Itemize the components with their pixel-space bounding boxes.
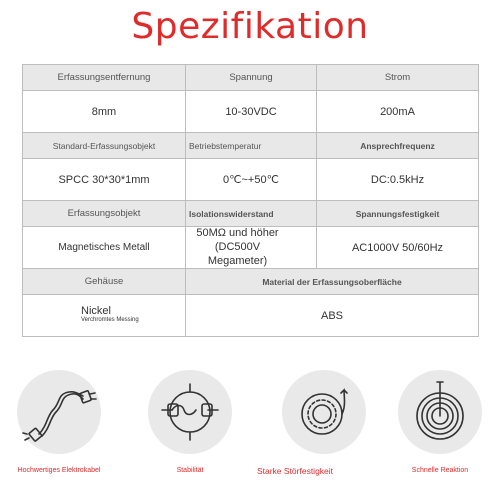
- header-cell: Standard-Erfassungsobjekt: [23, 133, 186, 159]
- header-cell: Spannungsfestigkeit: [317, 201, 479, 227]
- header-cell: Strom: [317, 65, 479, 91]
- value-cell: [23, 295, 186, 337]
- value-cell: 50MΩ und höher (DC500V Megameter): [186, 227, 317, 269]
- value-cell: ABS: [186, 295, 479, 337]
- header-cell: Spannung: [186, 65, 317, 91]
- value-cell: DC:0.5kHz: [317, 159, 479, 201]
- stability-icon: [148, 370, 232, 454]
- header-cell: Ansprechfrequenz: [317, 133, 479, 159]
- header-cell: Betriebstemperatur: [186, 133, 317, 159]
- table-value-row: [23, 91, 479, 133]
- value-cell: 0℃~+50℃: [186, 159, 317, 201]
- value-cell: 10-30VDC: [186, 91, 317, 133]
- value-cell: Magnetisches Metall: [23, 227, 186, 269]
- cable-plug-icon: [17, 370, 101, 454]
- page-title: Spezifikation: [131, 6, 369, 47]
- header-cell: Erfassungsentfernung: [23, 65, 186, 91]
- feature-label: Stabilität: [176, 467, 204, 474]
- feature-label: Starke Störfestigkeit: [256, 466, 334, 476]
- housing-value: Nickel: [81, 305, 111, 318]
- header-cell: Gehäuse: [23, 269, 186, 295]
- housing-subvalue: Verchromtes Messing: [81, 317, 139, 324]
- interference-coil-icon: [282, 370, 366, 454]
- table-header-row: [23, 269, 479, 295]
- spec-table: [22, 64, 479, 337]
- table-value-row: [23, 159, 479, 201]
- feature-row: [0, 364, 500, 494]
- table-header-row: [23, 201, 479, 227]
- value-cell: AC1000V 50/60Hz: [317, 227, 479, 269]
- feature-label: Schnelle Reaktion: [411, 467, 469, 474]
- value-cell: SPCC 30*30*1mm: [23, 159, 186, 201]
- table-value-row: [23, 227, 479, 269]
- table-header-row: [23, 133, 479, 159]
- header-cell: Material der Erfassungsoberfläche: [186, 269, 479, 295]
- feature-label: Hochwertiges Elektrokabel: [17, 467, 101, 474]
- fast-response-coil-icon: [398, 370, 482, 454]
- table-value-row: [23, 295, 479, 337]
- header-cell: Isolationswiderstand: [186, 201, 317, 227]
- value-cell: 8mm: [23, 91, 186, 133]
- value-cell: 200mA: [317, 91, 479, 133]
- header-cell: Erfassungsobjekt: [23, 201, 186, 227]
- table-header-row: [23, 65, 479, 91]
